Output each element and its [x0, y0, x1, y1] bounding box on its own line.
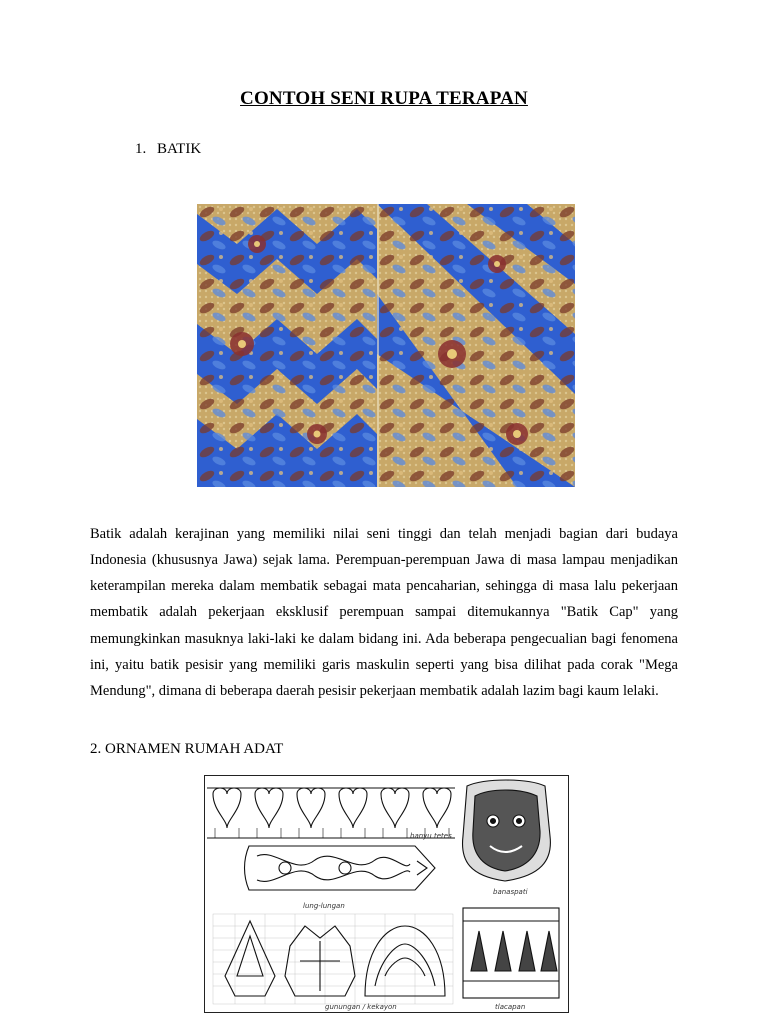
page-title: CONTOH SENI RUPA TERAPAN [240, 88, 528, 109]
batik-paragraph: Batik adalah kerajinan yang memiliki nilai seni tinggi dan telah menjadi bagian dari budaya Indonesia (khususnya Jawa) sejak lama. Perempuan-perempuan Jawa di masa lampau menjadikan keterampilan mereka dalam membatik sebagai mata pencaharian, sehingga di masa lalu pekerjaan membatik adalah pekerjaan eksklusif perempuan sampai ditemukannya "Batik Cap" yang memungkinkan masuknya laki-laki ke dalam bidang ini. Ada beberapa pengecualian bagi fenomena ini, yaitu batik pesisir yang memiliki garis maskulin seperti yang bisa dilihat pada corak "Mega Mendung", dimana di beberapa daerah pesisir pekerjaan membatik adalah lazim bagi kaum lelaki. [90, 525, 678, 700]
section-label: BATIK [157, 141, 202, 157]
caption-gunungan: gunungan / kekayon [325, 1003, 397, 1011]
ornament-image [204, 775, 569, 1013]
section-heading-ornamen: 2. ORNAMEN RUMAH ADAT [90, 741, 284, 757]
section-heading-batik [135, 141, 201, 158]
batik-image [197, 204, 575, 487]
section-number: 1. [135, 141, 147, 157]
gunungan-ornament [225, 921, 445, 996]
caption-banyu-tetes: banyu tetes [410, 832, 452, 840]
banyu-tetes-ornament [207, 788, 455, 838]
caption-lung-lungan: lung-lungan [303, 902, 345, 910]
tlacapan-ornament [463, 908, 559, 998]
banaspati-ornament [462, 780, 550, 881]
caption-tlacapan: tlacapan [495, 1003, 526, 1011]
lung-lungan-ornament [245, 846, 436, 890]
caption-banaspati: banaspati [493, 888, 528, 896]
